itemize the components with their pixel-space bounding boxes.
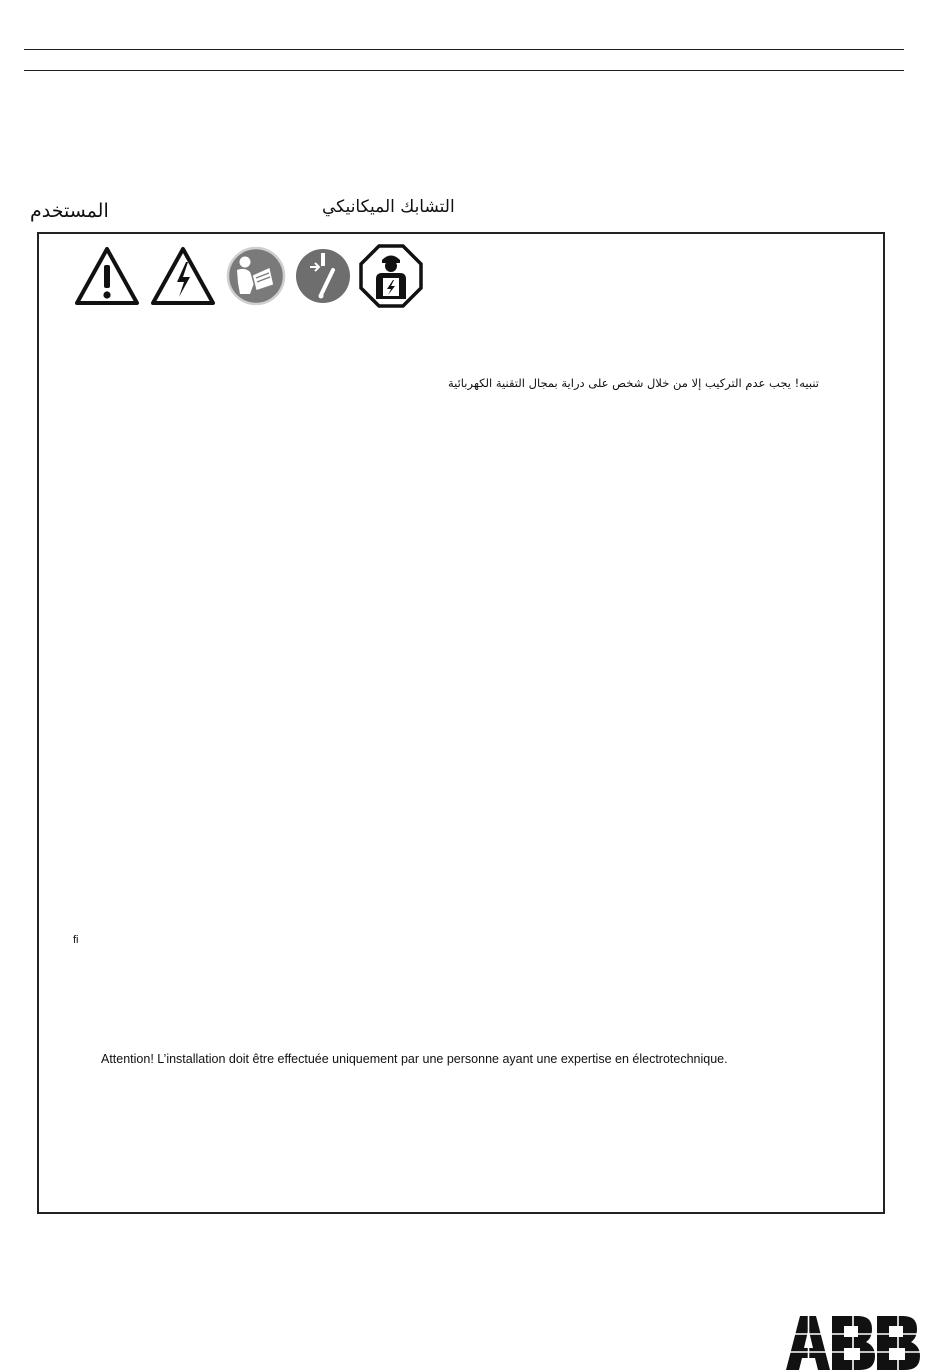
read-manual-icon xyxy=(226,245,286,307)
abb-logo xyxy=(786,1316,920,1370)
qualified-electrician-icon xyxy=(359,244,423,308)
logo-text: ABB xyxy=(786,1316,789,1317)
disconnect-icon xyxy=(294,246,352,306)
warning-triangle-icon xyxy=(74,246,140,306)
user-label: المستخدم xyxy=(30,200,109,222)
header-rule-top xyxy=(24,49,904,50)
high-voltage-icon xyxy=(150,246,216,306)
language-code-label: fi xyxy=(73,934,79,946)
arabic-warning-text: تنبيه! يجب عدم التركيب إلا من خلال شخص على دراية بمجال التقنية الكهربائية xyxy=(447,376,819,390)
header-rule-bottom xyxy=(24,70,904,71)
section-title: التشابك الميكانيكي xyxy=(322,197,455,217)
french-warning-text: Attention! L’installation doit être effectuée uniquement par une personne ayant une expertise en électrotechnique. xyxy=(101,1052,728,1066)
